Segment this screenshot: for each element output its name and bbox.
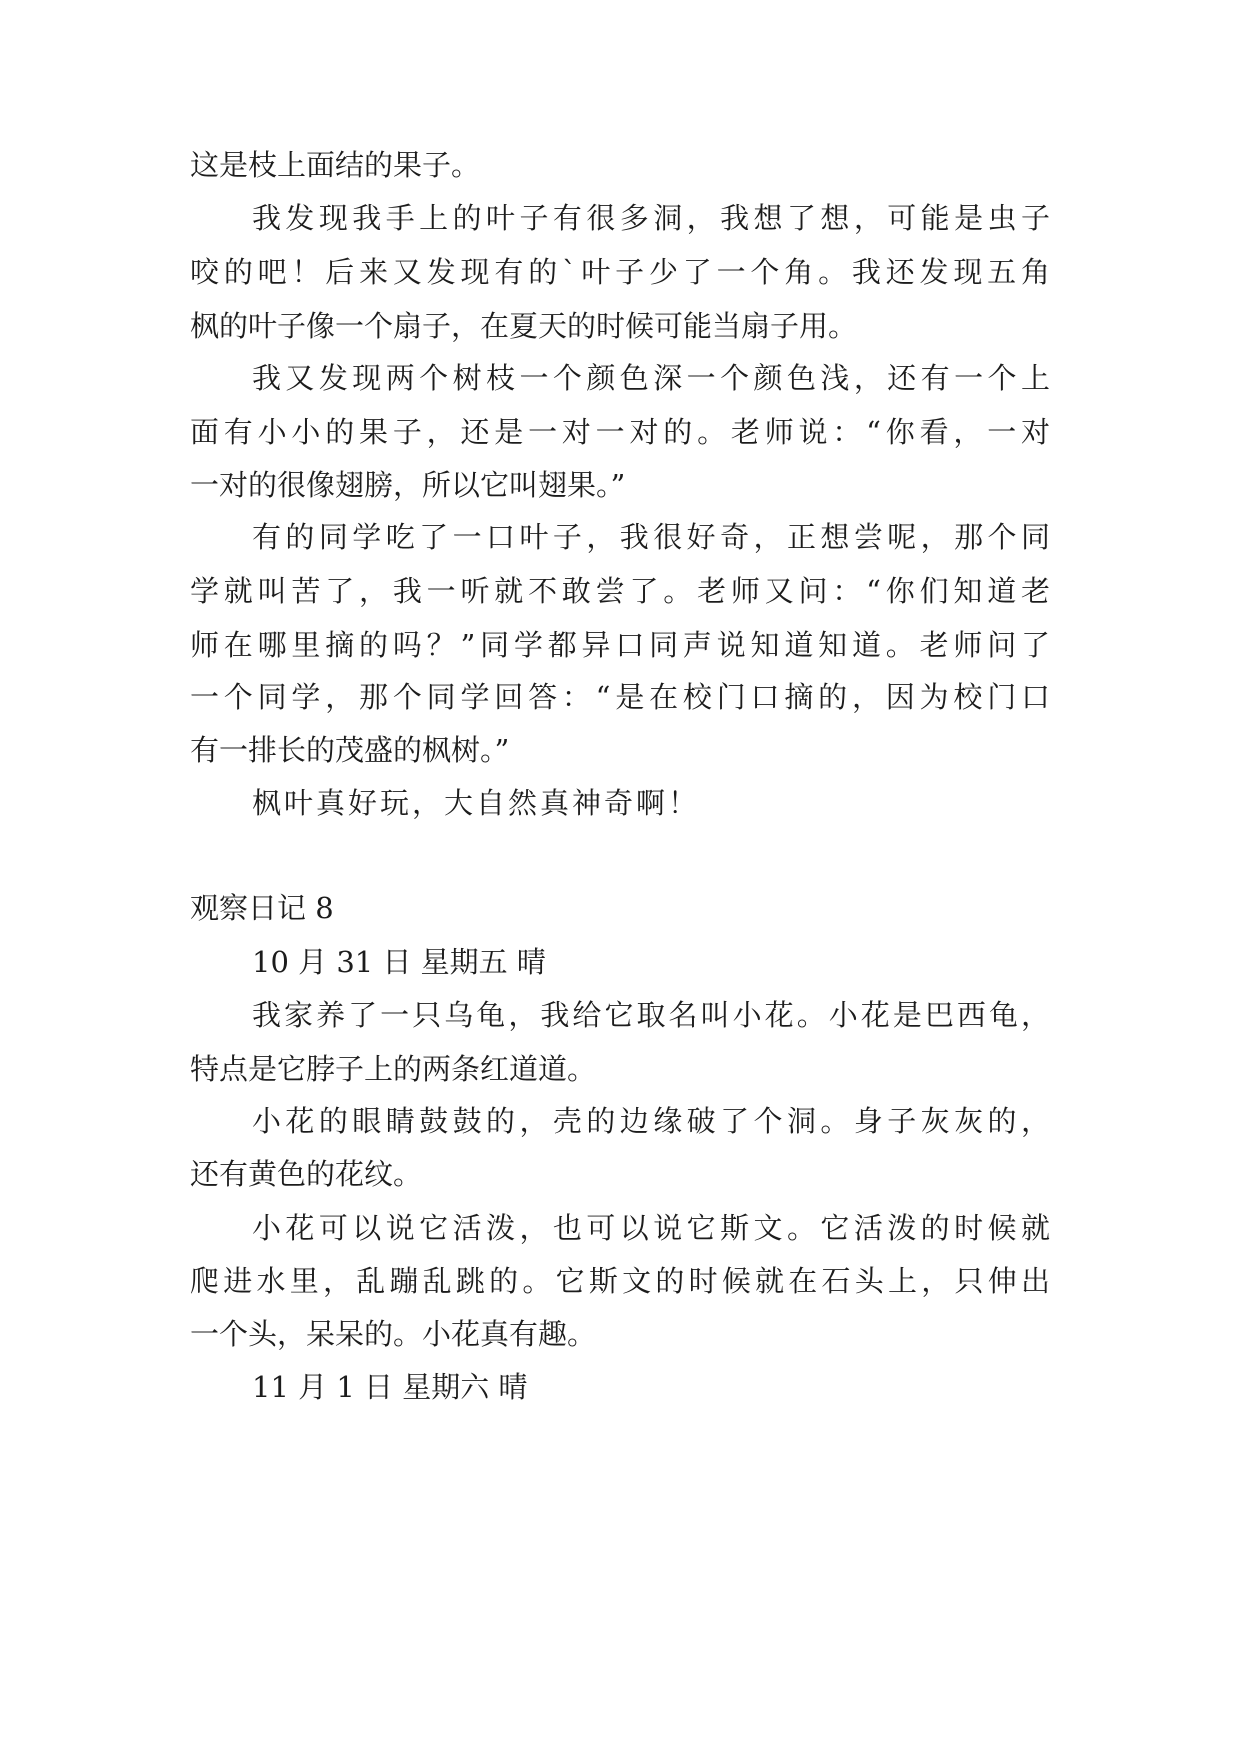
paragraph-line: 我又发现两个树枝一个颜色深一个颜色浅，还有一个上 — [252, 361, 1050, 395]
paragraph-line: 特点是它脖子上的两条红道道。 — [190, 1052, 597, 1086]
paragraph-line: 学就叫苦了，我一听就不敢尝了。老师又问：“你们知道老 — [190, 574, 1050, 608]
paragraph-line: 有的同学吃了一口叶子，我很好奇，正想尝呢，那个同 — [252, 520, 1050, 554]
paragraph-line: 一个头，呆呆的。小花真有趣。 — [190, 1317, 597, 1351]
paragraph-line: 枫的叶子像一个扇子，在夏天的时候可能当扇子用。 — [190, 309, 858, 343]
paragraph-line: 咬的吧！后来又发现有的`叶子少了一个角。我还发现五角 — [190, 255, 1050, 289]
section-heading: 观察日记 8 — [190, 891, 334, 925]
paragraph-line: 师在哪里摘的吗？”同学都异口同声说知道知道。老师问了 — [190, 628, 1050, 662]
paragraph-line: 小花可以说它活泼，也可以说它斯文。它活泼的时候就 — [252, 1211, 1050, 1245]
paragraph-line: 小花的眼睛鼓鼓的，壳的边缘破了个洞。身子灰灰的， — [252, 1104, 1050, 1138]
paragraph-line: 有一排长的茂盛的枫树。” — [190, 733, 510, 767]
paragraph-line: 枫叶真好玩，大自然真神奇啊！ — [252, 786, 701, 820]
paragraph-line: 我发现我手上的叶子有很多洞，我想了想，可能是虫子 — [252, 201, 1050, 235]
paragraph-line: 一个同学，那个同学回答：“是在校门口摘的，因为校门口 — [190, 680, 1050, 714]
paragraph-line: 面有小小的果子，还是一对一对的。老师说：“你看，一对 — [190, 415, 1050, 449]
paragraph-line: 这是枝上面结的果子。 — [190, 148, 481, 182]
paragraph-line: 还有黄色的花纹。 — [190, 1157, 423, 1191]
paragraph-line: 爬进水里，乱蹦乱跳的。它斯文的时候就在石头上，只伸出 — [190, 1264, 1050, 1298]
paragraph-line: 一对的很像翅膀，所以它叫翅果。” — [190, 468, 626, 502]
paragraph-line: 我家养了一只乌龟，我给它取名叫小花。小花是巴西龟， — [252, 998, 1050, 1032]
diary-date-line: 11 月 1 日 星期六 晴 — [252, 1370, 528, 1404]
diary-date-line: 10 月 31 日 星期五 晴 — [252, 945, 546, 979]
